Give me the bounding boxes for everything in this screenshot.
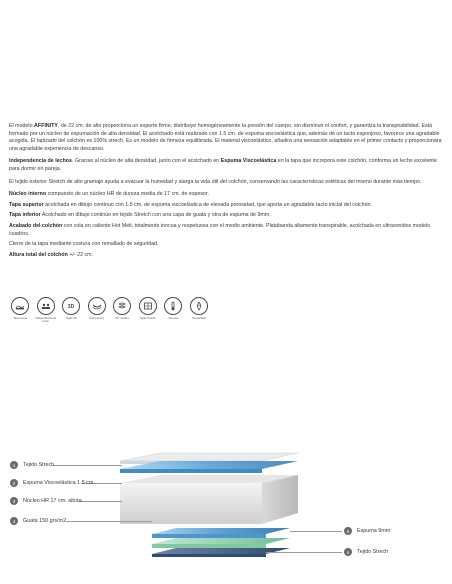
leader-line-1 bbox=[52, 465, 122, 466]
leader-line-5 bbox=[290, 531, 342, 532]
callout-number: 2 bbox=[10, 479, 18, 487]
bed-independence-icon bbox=[37, 297, 55, 315]
independencia-text-b: en la tapa que incorpora este colchón, conforma un lecho excelente para dormir en pareja. bbox=[9, 158, 437, 172]
bottom-foam-layer bbox=[152, 528, 290, 534]
intro-lead: El modelo bbox=[9, 123, 35, 129]
intro-paragraph bbox=[9, 123, 445, 153]
bottom-wadding-edge bbox=[152, 544, 266, 548]
feature-icons-row bbox=[9, 297, 239, 332]
feature-bed-independence bbox=[35, 297, 58, 332]
mattress-layers-diagram bbox=[0, 440, 452, 580]
leader-line-3 bbox=[78, 501, 122, 502]
tapa-inferior-paragraph bbox=[9, 212, 445, 220]
tapa-superior-title: Tapa superior bbox=[9, 201, 44, 208]
feature-3d-fabric bbox=[60, 297, 83, 332]
altura-paragraph bbox=[9, 252, 445, 260]
model-name: AFFINITY bbox=[34, 123, 58, 129]
feature-label: Tejido Stretch bbox=[139, 317, 156, 320]
core-block-side bbox=[262, 475, 298, 524]
bottom-foam-edge bbox=[152, 534, 266, 538]
firm-comfort-icon bbox=[11, 297, 29, 315]
leader-line-4 bbox=[66, 521, 152, 522]
product-description bbox=[9, 123, 445, 262]
callout-5 bbox=[344, 527, 390, 535]
callout-label: Tejido Strech bbox=[357, 549, 389, 555]
intro-text: , de 22 cm. de alto proporciona un soporte firme, distribuye homogéneamente la presión del cuerpo, sin disminuir el confort, y garantiza la transpirabilidad. Está formado por un núcleo de espumación de alta densidad. El acolchado está realizado con 1.5 cm. de espuma viscoelástica que, además de un tacto esponjoso, favorece una agradable acogida. El tapizado del colchón es 100% strech. Es un modelo de firmeza equilibrada. El material viscoelástico, añadirá una sensación adaptable en el primer contacto y proporcionara una agradable experiencia de descanso. bbox=[9, 123, 442, 152]
tapa-superior-text: acolchada en dibujo continuo con 1.5 cm. de espuma viscoelástica de elevada porosidad, que aporta un agradable tacto inicial del colchón. bbox=[43, 201, 372, 208]
feature-firmness bbox=[162, 297, 185, 332]
tapa-inferior-title: Tapa inferior bbox=[9, 212, 41, 219]
leader-line-6 bbox=[266, 552, 342, 553]
callout-1 bbox=[10, 461, 54, 469]
acabado-paragraph bbox=[9, 223, 445, 238]
acabado-title: Acabado del colchón bbox=[9, 222, 63, 229]
nucleo-text: compuesto de un núcleo HR de dureza media de 17 cm. de espesor. bbox=[46, 191, 209, 198]
callout-number: 4 bbox=[344, 548, 352, 556]
callout-label: Espuma Viscoelástica 1.5 cm. bbox=[23, 480, 95, 486]
callout-4 bbox=[10, 517, 66, 525]
3d-fabric-icon bbox=[62, 297, 80, 315]
acabado-text: con cola en caliente Hot Melt, totalmente inocua y respetuosa con el medio ambiente. Platabanda altamente transpirable, acolchada en ultrasonidos modelo cuadros. bbox=[9, 222, 431, 237]
feature-label: Sin muelles bbox=[115, 317, 129, 320]
independencia-title: Independencia de lechos bbox=[9, 158, 72, 165]
feature-breathable bbox=[188, 297, 211, 332]
feature-no-springs bbox=[111, 297, 134, 332]
hypoallergenic-icon bbox=[113, 297, 131, 315]
tejido-paragraph: El tejido exterior Stretch de alto gramaje ayuda a evacuar la humedad y alarga la vida útil del colchón, conservando las características estéticas del mismo durante más tiempo. bbox=[9, 178, 422, 185]
altura-title: Altura total del colchón bbox=[9, 251, 68, 258]
callout-3 bbox=[10, 497, 82, 505]
firmness-icon bbox=[164, 297, 182, 315]
independencia-paragraph bbox=[9, 158, 445, 173]
feature-label: Firmeza bbox=[168, 317, 178, 320]
feature-label: Tejido 3D bbox=[65, 317, 77, 320]
breathable-icon bbox=[190, 297, 208, 315]
tapa-inferior-text: Acolchado en dibujo continúo en tejido Stretch con una capa de guata y otra de espuma de 9mm. bbox=[40, 212, 271, 219]
altura-value: +/- 22 cm. bbox=[67, 251, 94, 258]
callout-label: Espuma 9mm bbox=[357, 528, 391, 534]
nucleo-title: Núcleo interno bbox=[9, 191, 47, 198]
top-fabric-layer bbox=[120, 453, 298, 461]
top-viscoelastic-edge bbox=[120, 469, 262, 473]
bottom-fabric-edge bbox=[152, 554, 266, 557]
callout-label: Tejido Strech bbox=[23, 462, 55, 468]
callout-number: 1 bbox=[10, 461, 18, 469]
viscoelastica-highlight: Espuma Viscoelástica bbox=[220, 158, 277, 165]
callout-number: 4 bbox=[10, 517, 18, 525]
nucleo-paragraph bbox=[9, 191, 445, 199]
memory-foam-icon bbox=[88, 297, 106, 315]
independencia-text-a: . Gracias al núcleo de alta densidad, junto con el acolchado en bbox=[72, 158, 221, 165]
bottom-fabric-layer bbox=[152, 548, 290, 554]
callout-number: 3 bbox=[10, 497, 18, 505]
bottom-wadding-layer bbox=[152, 538, 290, 544]
feature-label: Independencia de lecho bbox=[35, 317, 57, 323]
cierre-paragraph: Cierre de la tapa mediante costura con remallado de seguridad. bbox=[9, 241, 159, 248]
feature-label: Tacto suave bbox=[13, 317, 28, 320]
feature-stretch-fabric bbox=[137, 297, 160, 332]
feature-firm-comfort bbox=[9, 297, 32, 332]
tapa-superior-paragraph bbox=[9, 202, 445, 210]
feature-label: Transpirable bbox=[191, 317, 206, 320]
callout-label: Guata 150 grs/m2 bbox=[23, 518, 67, 524]
svg-text:3D: 3D bbox=[68, 304, 75, 310]
callout-2 bbox=[10, 479, 95, 487]
callout-number: 5 bbox=[344, 527, 352, 535]
core-block-front bbox=[120, 483, 262, 524]
callout-6 bbox=[344, 548, 388, 556]
feature-label: Soft memory bbox=[89, 317, 105, 320]
feature-memory-foam bbox=[86, 297, 109, 332]
callout-label: Núcleo HR 17 cm. altura bbox=[23, 498, 82, 504]
stretch-fabric-icon bbox=[139, 297, 157, 315]
mattress-illustration bbox=[0, 440, 452, 580]
